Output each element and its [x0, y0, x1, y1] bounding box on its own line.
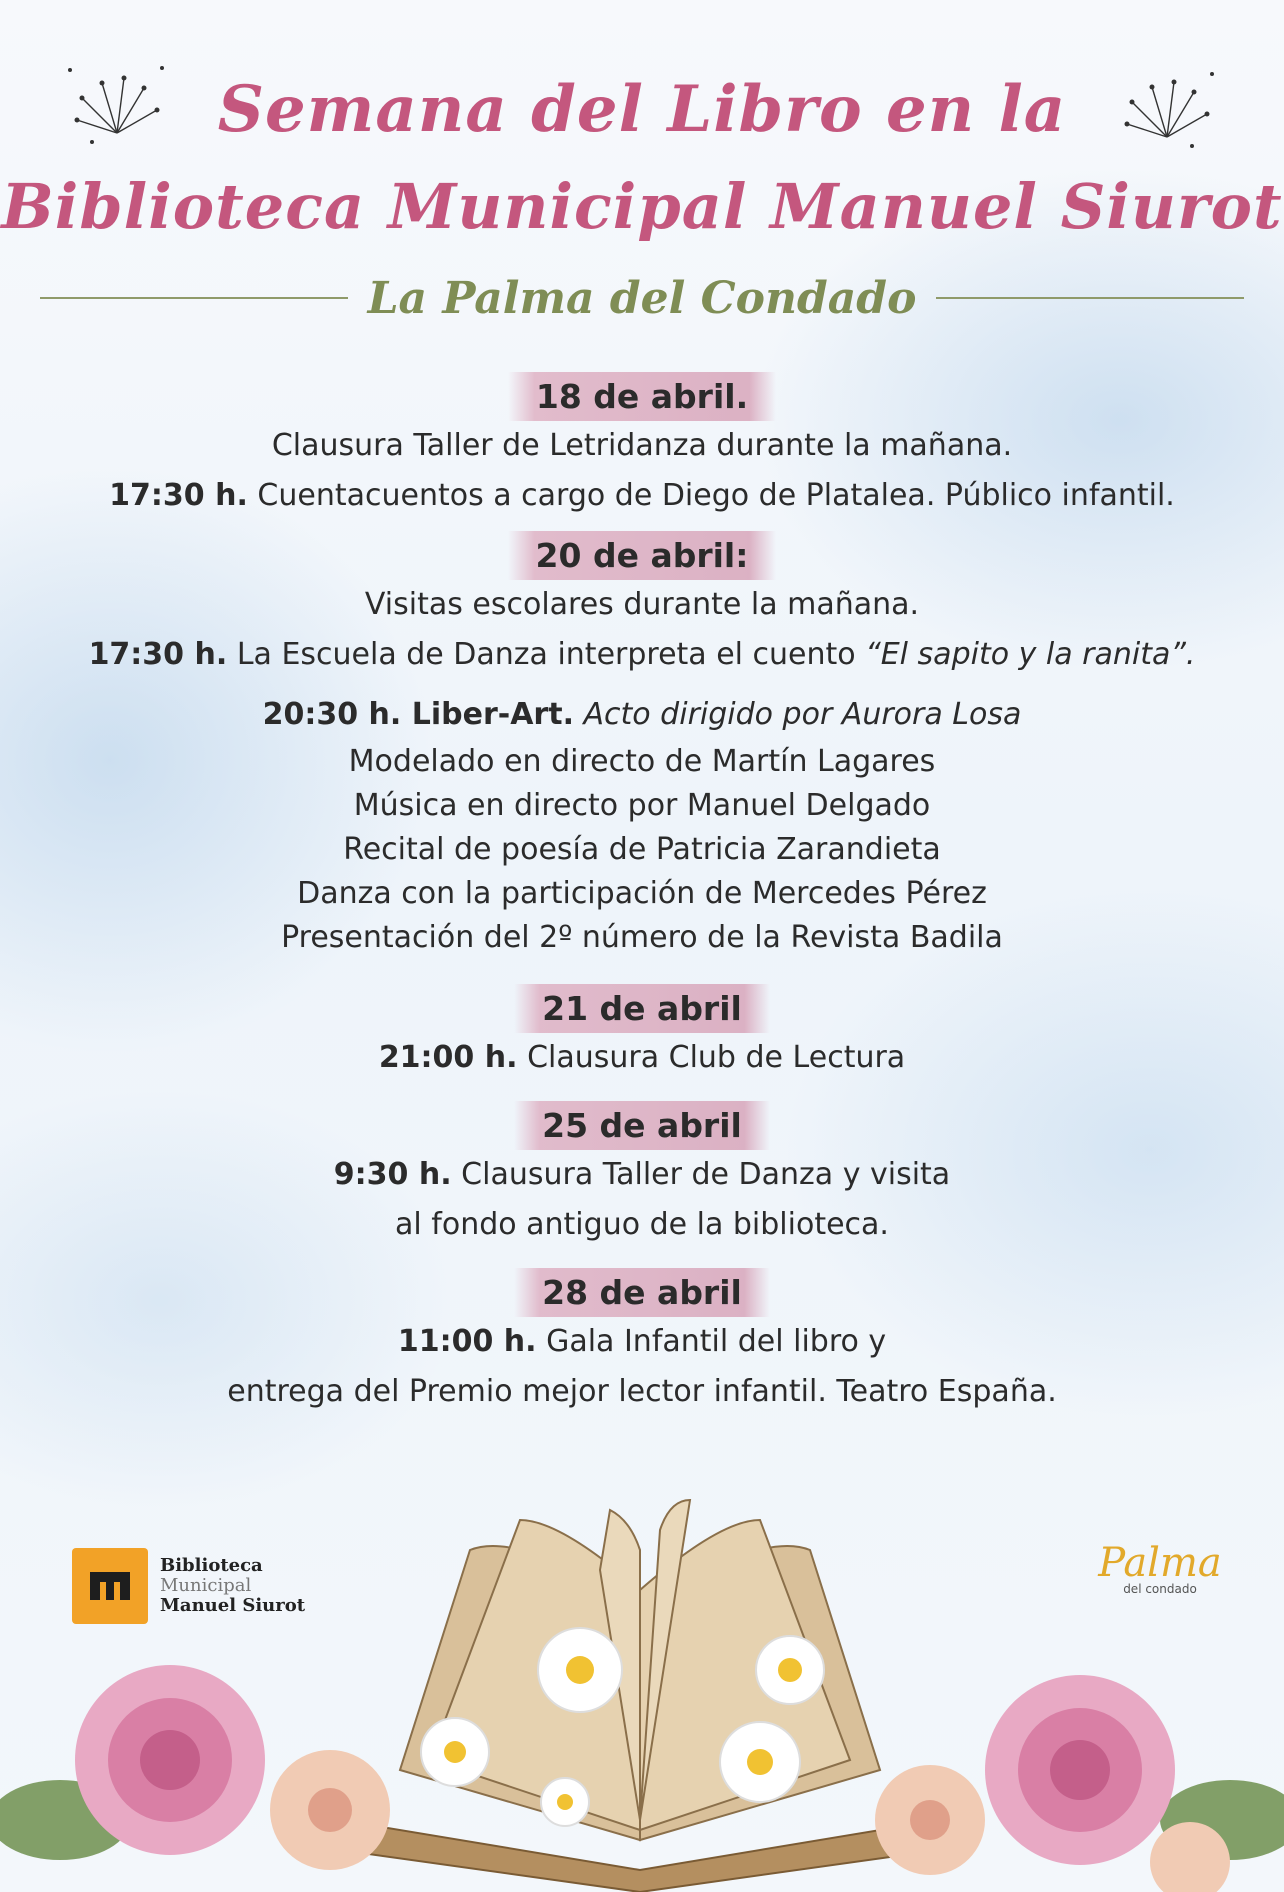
event-line: [40, 421, 1244, 471]
event-time: 11:00 h.: [397, 1324, 537, 1359]
event-text: entrega del Premio mejor lector infantil. Teatro España.: [227, 1374, 1057, 1409]
date-heading: 18 de abril.: [508, 372, 776, 421]
date-heading: 25 de abril: [514, 1101, 770, 1150]
event-line: [40, 1150, 1244, 1200]
library-logo-icon: [72, 1548, 148, 1624]
town-logo-sub: del condado: [1123, 1582, 1197, 1596]
event-time: 21:00 h.: [378, 1040, 518, 1075]
event-text: Clausura Taller de Letridanza durante la mañana.: [271, 428, 1013, 463]
poster-title-line-2: Biblioteca Municipal Manuel Siurot: [1, 170, 1283, 243]
date-heading: 21 de abril: [514, 984, 770, 1033]
event-line: Recital de poesía de Patricia Zarandieta: [343, 832, 941, 867]
event-time: 17:30 h.: [88, 637, 228, 672]
event-line: [40, 1033, 1244, 1083]
library-logo-line1: Biblioteca: [160, 1555, 263, 1576]
event-time: 9:30 h.: [333, 1157, 452, 1192]
library-logo-line3: Manuel Siurot: [160, 1595, 306, 1616]
event-time: 17:30 h.: [109, 478, 248, 513]
event-line: Danza con la participación de Mercedes Pérez: [297, 876, 987, 911]
event-time: 20:30 h. Liber-Art.: [262, 697, 574, 732]
divider: [936, 297, 1244, 299]
event-line: [40, 1367, 1244, 1417]
event-line: Modelado en directo de Martín Lagares: [348, 744, 936, 779]
poster-title-line-1: Semana del Libro en la: [217, 72, 1067, 147]
event-text: al fondo antiguo de la biblioteca.: [395, 1207, 889, 1242]
event-text: Acto dirigido por Aurora Losa: [583, 697, 1022, 732]
event-text: Visitas escolares durante la mañana.: [364, 587, 920, 622]
subtitle-row: [40, 270, 1244, 326]
event-program: [40, 372, 1244, 1417]
event-line: [40, 580, 1244, 630]
event-text: Clausura Club de Lectura: [527, 1040, 906, 1075]
library-logo-line2: Municipal: [160, 1575, 252, 1596]
event-line: Presentación del 2º número de la Revista Badila: [281, 920, 1003, 955]
event-line: [40, 1317, 1244, 1367]
poster-subtitle: La Palma del Condado: [367, 272, 917, 324]
town-logo: [1080, 1540, 1240, 1596]
event-line: Música en directo por Manuel Delgado: [353, 788, 931, 823]
event-line: [40, 471, 1244, 521]
date-heading: 20 de abril:: [508, 531, 777, 580]
event-line: [40, 1200, 1244, 1250]
event-line: [40, 690, 1244, 740]
event-title: “El sapito y la ranita”.: [865, 637, 1196, 672]
date-heading: 28 de abril: [514, 1268, 770, 1317]
divider: [40, 297, 348, 299]
town-logo-word: Palma: [1098, 1540, 1222, 1586]
event-text: La Escuela de Danza interpreta el cuento: [236, 637, 856, 672]
library-logo: [72, 1548, 305, 1624]
event-text: Clausura Taller de Danza y visita: [461, 1157, 951, 1192]
event-text: Cuentacuentos a cargo de Diego de Platalea. Público infantil.: [257, 478, 1175, 513]
event-text: Gala Infantil del libro y: [546, 1324, 887, 1359]
event-line: [40, 630, 1244, 680]
